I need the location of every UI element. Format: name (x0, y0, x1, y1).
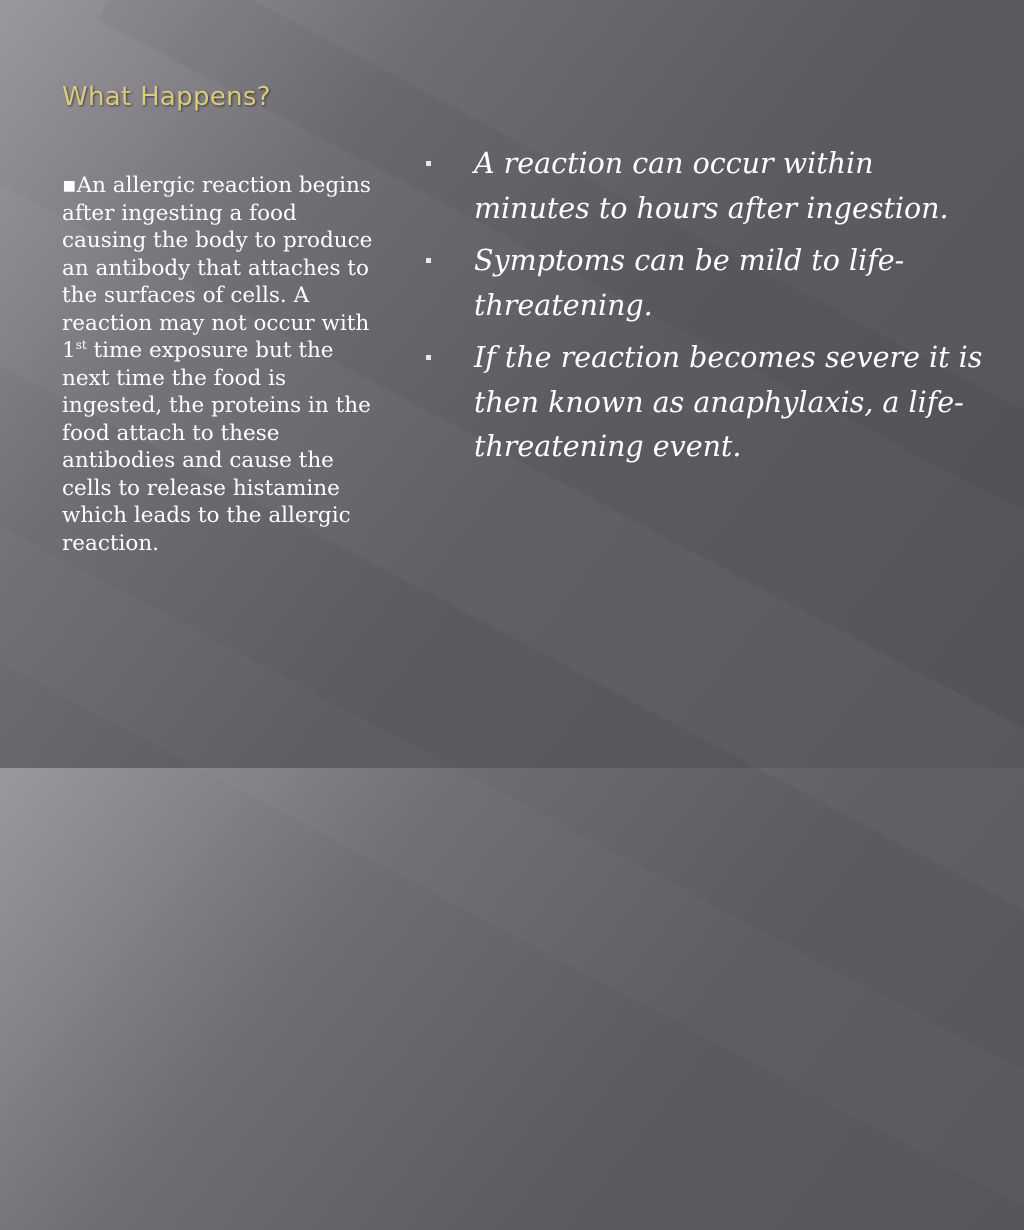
list-item (426, 239, 986, 328)
list-item-text: Symptoms can be mild to life-threatening. (474, 244, 905, 322)
square-bullet-icon (426, 355, 431, 360)
list-item-text: A reaction can occur within minutes to hours after ingestion. (474, 147, 949, 225)
list-item (426, 142, 986, 231)
paragraph-text-part2: time exposure but the next time the food is ingested, the proteins in the food attach to these antibodies and cause the cells to release histamine which leads to the allergic reaction. (62, 338, 371, 556)
square-bullet-icon (426, 258, 431, 263)
list-item-text: If the reaction becomes severe it is then known as anaphylaxis, a life-threatening event. (474, 341, 983, 463)
bullet-list (426, 142, 986, 478)
paragraph-text-part1: An allergic reaction begins after ingesting a food causing the body to produce an antibody that attaches to the surfaces of cells. A reaction may not occur with 1 (62, 173, 373, 363)
paragraph-bullet: ▪ (62, 173, 77, 198)
left-paragraph (62, 172, 382, 557)
slide-title: What Happens? (62, 82, 271, 112)
square-bullet-icon (426, 161, 431, 166)
list-item (426, 336, 986, 470)
ordinal-superscript: st (75, 337, 87, 352)
